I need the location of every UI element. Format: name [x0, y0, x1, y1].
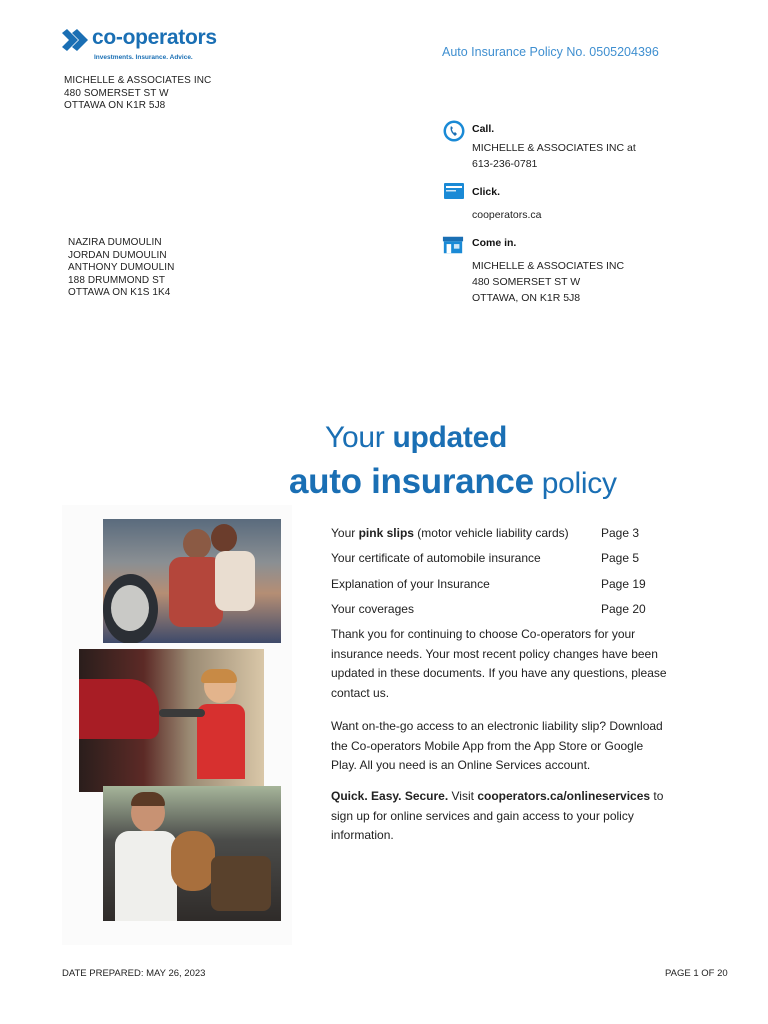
come-in-address — [472, 258, 624, 306]
page-number: PAGE 1 OF 20 — [665, 968, 728, 979]
broker-address — [64, 75, 211, 113]
come-in-line: OTTAWA, ON K1R 5J8 — [472, 292, 581, 304]
online-services-paragraph — [331, 787, 671, 846]
toc-page: Page 5 — [601, 551, 640, 565]
toc-item[interactable] — [331, 577, 651, 591]
recipient-line: NAZIRA DUMOULIN — [68, 237, 162, 248]
toc-page: Page 20 — [601, 602, 646, 616]
toc-label: Your coverages — [331, 602, 414, 616]
toc-label: Your — [331, 526, 359, 540]
recipient-line: JORDAN DUMOULIN — [68, 249, 167, 261]
thank-you-paragraph: Thank you for continuing to choose Co-operators for your insurance needs. Your most recent policy changes have been updated in these documents. If you have any questions, please contact us. — [331, 627, 667, 700]
toc-label-bold: pink slips — [358, 526, 414, 540]
broker-address-line: OTTAWA ON K1R 5J8 — [64, 100, 166, 111]
call-title: Call. — [472, 123, 495, 135]
heading-line-2 — [289, 462, 617, 502]
come-in-title: Come in. — [472, 237, 517, 249]
logo-tagline: Investments. Insurance. Advice. — [94, 54, 193, 61]
call-phone[interactable]: 613-236-0781 — [472, 158, 538, 170]
man-with-dog-photo — [103, 786, 281, 921]
tagline-bold: Quick. Easy. Secure. — [331, 789, 449, 803]
paragraph-text: to sign up for online services and gain access to your policy information. — [331, 789, 664, 843]
storefront-icon — [442, 234, 464, 256]
toc-label: Explanation of your Insurance — [331, 577, 490, 591]
mobile-app-paragraph: Want on-the-go access to an electronic liability slip? Download the Co-operators Mobile App from the App Store or Google Play. All you need is an Online Services account. — [331, 719, 663, 773]
recipient-line: OTTAWA ON K1S 1K4 — [68, 287, 171, 298]
heading-line-1 — [325, 421, 507, 455]
toc-page: Page 19 — [601, 577, 646, 591]
computer-icon — [443, 181, 465, 203]
website-link[interactable]: cooperators.ca — [472, 209, 542, 221]
phone-icon — [443, 120, 465, 142]
toc-label: Your certificate of automobile insurance — [331, 551, 541, 565]
toc-item[interactable] — [331, 602, 651, 616]
toc-page: Page 3 — [601, 526, 640, 540]
date-prepared: DATE PREPARED: MAY 26, 2023 — [62, 968, 206, 979]
recipient-line: 188 DRUMMOND ST — [68, 274, 166, 286]
logo-chevron-icon — [62, 29, 88, 51]
call-line: MICHELLE & ASSOCIATES INC at — [472, 142, 636, 154]
heading-text: policy — [533, 467, 617, 500]
policy-number: Auto Insurance Policy No. 0505204396 — [442, 45, 659, 59]
recipient-address — [68, 237, 174, 300]
click-title: Click. — [472, 186, 501, 198]
toc-item[interactable] — [331, 526, 651, 540]
ev-charging-photo — [79, 649, 264, 792]
toc-label: (motor vehicle liability cards) — [413, 526, 569, 540]
logo-wordmark: co-operators — [92, 26, 217, 49]
co-operators-logo — [62, 26, 242, 66]
call-details — [472, 140, 636, 172]
come-in-line: MICHELLE & ASSOCIATES INC — [472, 260, 625, 272]
family-car-photo — [103, 519, 281, 643]
toc-item[interactable] — [331, 551, 651, 565]
recipient-line: ANTHONY DUMOULIN — [68, 262, 175, 273]
broker-address-line: MICHELLE & ASSOCIATES INC — [64, 75, 212, 86]
broker-address-line: 480 SOMERSET ST W — [64, 87, 169, 99]
come-in-line: 480 SOMERSET ST W — [472, 276, 581, 288]
paragraph-text: Visit — [448, 789, 478, 803]
heading-text: Your — [325, 421, 393, 454]
heading-emphasis: updated — [392, 421, 508, 454]
heading-emphasis: auto insurance — [289, 462, 534, 501]
online-services-link[interactable]: cooperators.ca/onlineservices — [477, 789, 651, 803]
